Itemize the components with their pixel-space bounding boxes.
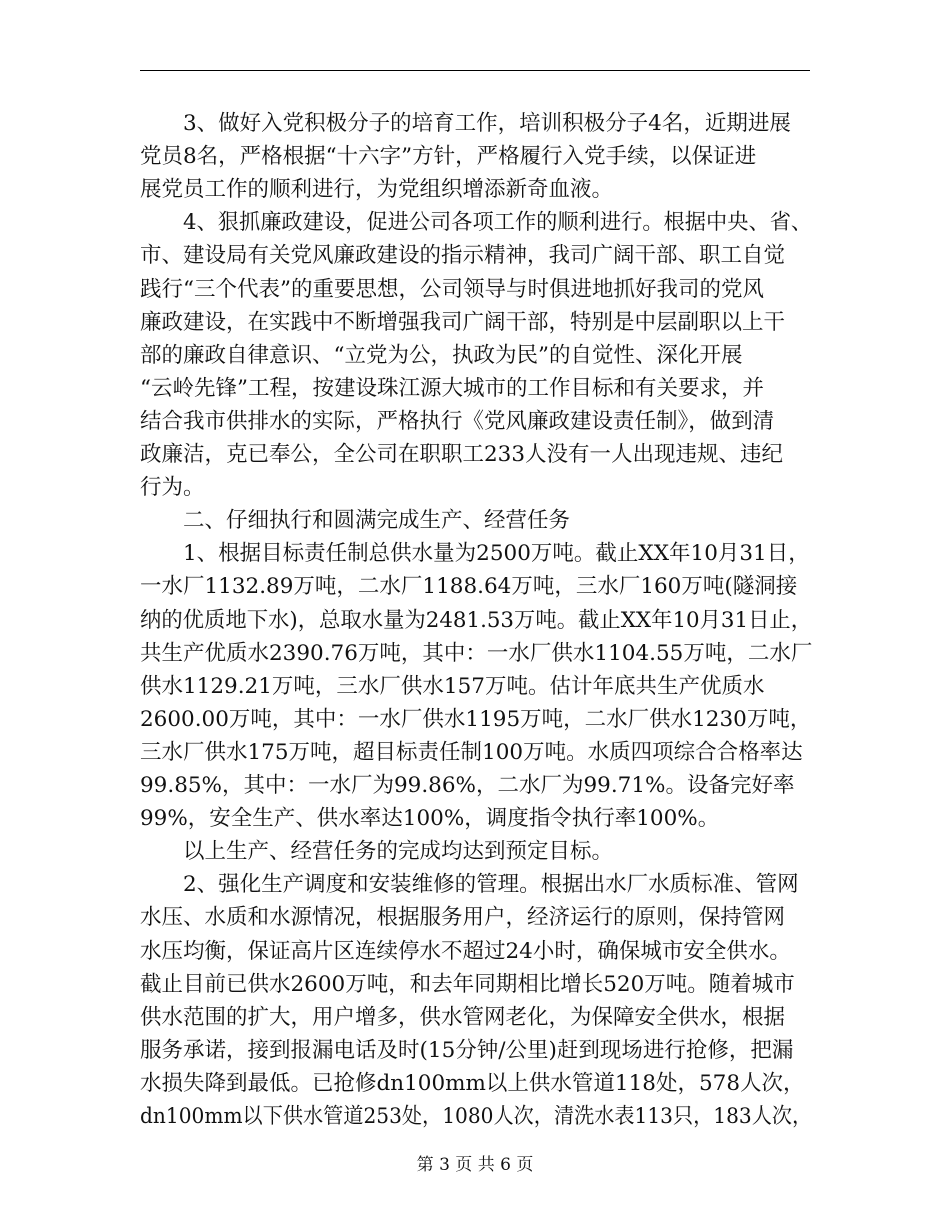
text-line: 1、根据目标责任制总供水量为2500万吨。截止XX年10月31日， xyxy=(183,541,810,567)
text-line: 纳的优质地下水)，总取水量为2481.53万吨。截止XX年10月31日止， xyxy=(140,607,813,633)
text-line: 展党员工作的顺利进行，为党组织增添新奇血液。 xyxy=(140,177,614,203)
text-line: 行为。 xyxy=(140,475,205,501)
text-line: 廉政建设，在实践中不断增强我司广阔干部，特别是中层副职以上干 xyxy=(140,309,786,335)
text-line: 2600.00万吨，其中：一水厂供水1195万吨，二水厂供水1230万吨， xyxy=(140,706,812,732)
text-line: 水压均衡，保证高片区连续停水不超过24小时，确保城市安全供水。 xyxy=(140,938,791,964)
text-line: 结合我市供排水的实际，严格执行《党风廉政建设责任制》，做到清 xyxy=(140,408,775,434)
text-line: dn100mm以下供水管道253处，1080人次，清洗水表113只，183人次， xyxy=(140,1104,813,1129)
text-line: 水损失降到最低。已抢修dn100mm以上供水管道118处，578人次， xyxy=(140,1070,805,1096)
text-line: 4、狠抓廉政建设，促进公司各项工作的顺利进行。根据中央、省、 xyxy=(183,210,813,236)
text-line: 共生产优质水2390.76万吨，其中：一水厂供水1104.55万吨，二水厂 xyxy=(140,640,813,666)
text-line: 以上生产、经营任务的完成均达到预定目标。 xyxy=(183,839,614,865)
header-rule xyxy=(140,70,810,71)
text-line: 服务承诺，接到报漏电话及时(15分钟/公里)赶到现场进行抢修，把漏 xyxy=(140,1037,794,1063)
text-line: 2、强化生产调度和安装维修的管理。根据出水厂水质标准、管网 xyxy=(183,872,799,898)
text-line: 水压、水质和水源情况，根据服务用户，经济运行的原则，保持管网 xyxy=(140,905,786,931)
text-line: “云岭先锋”工程，按建设珠江源大城市的工作目标和有关要求，并 xyxy=(140,375,764,401)
text-line: 99%，安全生产、供水率达100%，调度指令执行率100%。 xyxy=(140,806,720,832)
text-line: 三水厂供水175万吨，超目标责任制100万吨。水质四项综合合格率达 xyxy=(140,739,803,765)
text-line: 政廉洁，克已奉公，全公司在职职工233人没有一人出现违规、违纪 xyxy=(140,442,784,467)
text-line: 截止目前已供水2600万吨，和去年同期相比增长520万吨。随着城市 xyxy=(140,971,795,997)
text-line: 99.85%，其中：一水厂为99.86%，二水厂为99.71%。设备完好率 xyxy=(140,773,795,798)
text-line: 供水范围的扩大，用户增多，供水管网老化，为保障安全供水，根据 xyxy=(140,1004,786,1030)
text-line: 践行“三个代表”的重要思想，公司领导与时俱进地抓好我司的党风 xyxy=(140,276,764,302)
text-line: 一水厂1132.89万吨，二水厂1188.64万吨，三水厂160万吨(隧洞接 xyxy=(140,574,798,600)
text-line: 二、仔细执行和圆满完成生产、经营任务 xyxy=(183,508,571,534)
text-line: 部的廉政自律意识、“立党为公，执政为民”的自觉性、深化开展 xyxy=(140,342,743,368)
text-line: 3、做好入党积极分子的培育工作，培训积极分子4名，近期进展 xyxy=(183,111,791,136)
page-number-footer: 第 3 页 共 6 页 xyxy=(416,1155,534,1175)
text-line: 市、建设局有关党风廉政建设的指示精神，我司广阔干部、职工自觉 xyxy=(140,243,786,269)
text-line: 供水1129.21万吨，三水厂供水157万吨。估计年底共生产优质水 xyxy=(140,673,765,699)
text-line: 党员8名，严格根据“十六字”方针，严格履行入党手续，以保证进 xyxy=(140,144,757,170)
